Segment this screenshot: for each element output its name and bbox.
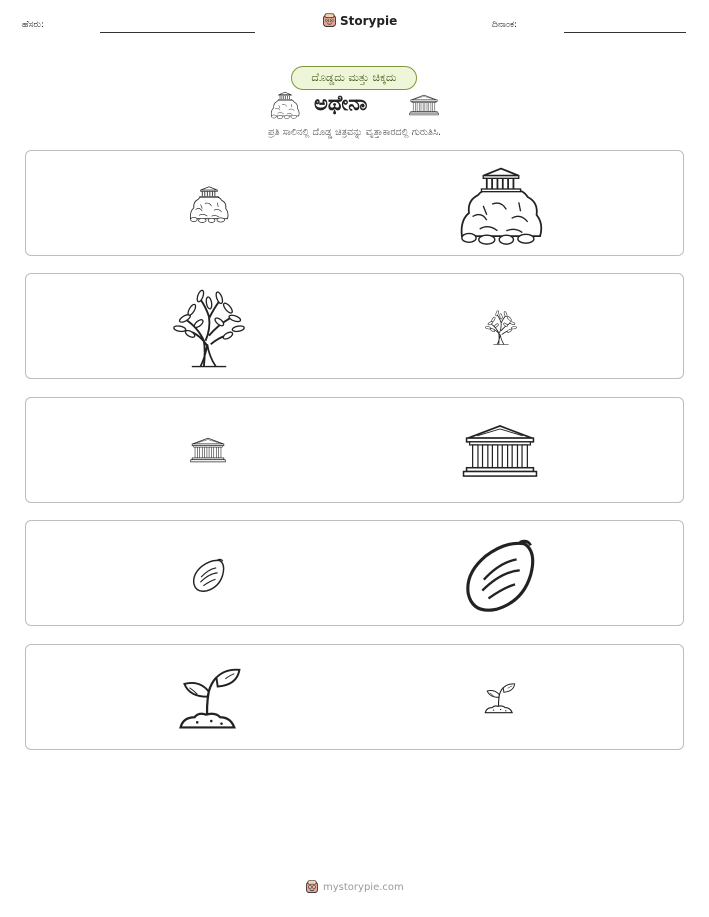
temple-icon bbox=[409, 93, 439, 117]
category-badge: ದೊಡ್ಡದು ಮತ್ತು ಚಿಕ್ಕದು bbox=[291, 66, 417, 90]
footer-site-link[interactable]: mystorypie.com bbox=[323, 881, 404, 893]
sprout-icon[interactable] bbox=[484, 679, 516, 717]
name-label: ಹೆಸರು: bbox=[22, 20, 45, 30]
worksheet-header bbox=[0, 0, 709, 40]
temple-icon[interactable] bbox=[462, 418, 538, 484]
comparison-row bbox=[25, 150, 684, 256]
date-field[interactable] bbox=[564, 32, 686, 33]
name-field[interactable] bbox=[100, 32, 255, 33]
brand-logo bbox=[322, 13, 397, 28]
instruction-text: ಪ್ರತಿ ಸಾಲಿನಲ್ಲಿ ದೊಡ್ಡ ಚಿತ್ರವನ್ನು ವೃತ್ತಾಕಾರದಲ್ಲಿ ಗುರುತಿಸಿ. bbox=[267, 127, 442, 138]
comparison-row bbox=[25, 520, 684, 626]
sprout-icon[interactable] bbox=[178, 657, 242, 739]
date-label: ದಿನಾಂಕ: bbox=[492, 20, 518, 30]
mascot-icon bbox=[322, 13, 337, 28]
temple-icon[interactable] bbox=[190, 435, 226, 465]
comparison-row bbox=[25, 397, 684, 503]
acropolis-icon[interactable] bbox=[188, 185, 230, 223]
title-row bbox=[0, 91, 709, 121]
mascot-icon bbox=[305, 880, 319, 894]
olive-seed-icon[interactable] bbox=[462, 535, 540, 615]
comparison-row bbox=[25, 273, 684, 379]
olive-tree-icon[interactable] bbox=[166, 284, 252, 370]
footer bbox=[305, 880, 404, 894]
olive-seed-icon[interactable] bbox=[191, 557, 227, 593]
olive-tree-icon[interactable] bbox=[482, 307, 520, 347]
comparison-row bbox=[25, 644, 684, 750]
acropolis-icon bbox=[269, 91, 301, 119]
page-title: ಅಥೇನಾ bbox=[314, 91, 368, 115]
acropolis-icon[interactable] bbox=[456, 165, 546, 245]
brand-name: Storypie bbox=[340, 13, 398, 28]
